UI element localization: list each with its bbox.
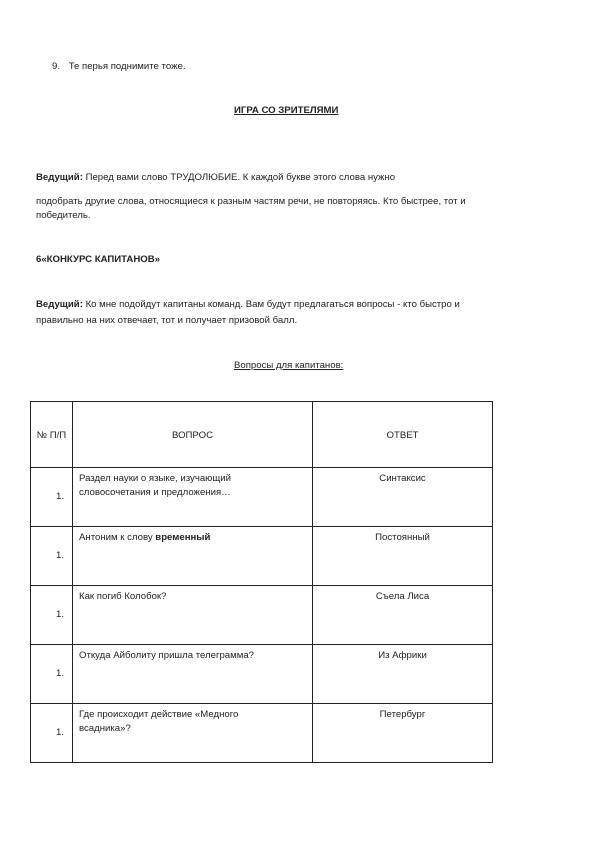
row-question (73, 645, 313, 704)
table-row (31, 468, 493, 527)
host-line-1 (36, 299, 460, 310)
section-title: ИГРА СО ЗРИТЕЛЯМИ (234, 105, 339, 116)
list-item-9 (52, 61, 185, 72)
row-question (73, 586, 313, 645)
table-row (31, 704, 493, 763)
table-row (31, 645, 493, 704)
host-text: Перед вами слово ТРУДОЛЮБИЕ. К каждой букве этого слова нужно (85, 172, 396, 183)
question-line: всадника»? (79, 722, 131, 734)
row-answer: Съела Лиса (313, 586, 493, 645)
header-question: ВОПРОС (73, 402, 313, 468)
row-number: 1. (31, 586, 73, 645)
row-answer: Петербург (313, 704, 493, 763)
contest-heading: 6«КОНКУРС КАПИТАНОВ» (36, 254, 161, 265)
questions-table (30, 401, 493, 763)
header-answer: ОТВЕТ (313, 402, 493, 468)
questions-caption: Вопросы для капитанов: (234, 360, 344, 371)
question-line: Антоним к слову (79, 532, 153, 543)
question-line: Откуда Айболиту пришла телеграмма? (79, 650, 254, 661)
row-number: 1. (31, 527, 73, 586)
host-line-1 (36, 172, 395, 183)
host-line-3: победитель. (36, 210, 91, 221)
row-number: 1. (31, 704, 73, 763)
question-line: Раздел науки о языке, изучающий (79, 473, 231, 484)
question-bold-word: временный (155, 532, 211, 543)
host-label: Ведущий: (36, 172, 83, 183)
table-row (31, 527, 493, 586)
header-num: № П/П (31, 402, 73, 468)
row-number: 1. (31, 468, 73, 527)
row-question (73, 704, 313, 763)
host-line-2: правильно на них отвечает, тот и получает призовой балл. (36, 315, 298, 326)
table-header-row (31, 402, 493, 468)
host-label: Ведущий: (36, 299, 83, 310)
row-question (73, 527, 313, 586)
row-number: 1. (31, 645, 73, 704)
row-question (73, 468, 313, 527)
list-item-number: 9. (52, 61, 61, 72)
host-text: Ко мне подойдут капитаны команд. Вам будут предлагаться вопросы - кто быстро и (85, 299, 460, 310)
table-row (31, 586, 493, 645)
row-answer: Из Африки (313, 645, 493, 704)
host-line-2: подобрать другие слова, относящиеся к разным частям речи, не повторяясь. Кто быстрее, тот и (36, 196, 466, 207)
row-answer: Синтаксис (313, 468, 493, 527)
question-line: Как погиб Колобок? (79, 591, 167, 602)
list-item-text: Те перья поднимите тоже. (68, 61, 186, 72)
row-answer: Постоянный (313, 527, 493, 586)
question-line: словосочетания и предложения… (79, 486, 231, 498)
question-line: Где происходит действие «Медного (79, 709, 239, 720)
